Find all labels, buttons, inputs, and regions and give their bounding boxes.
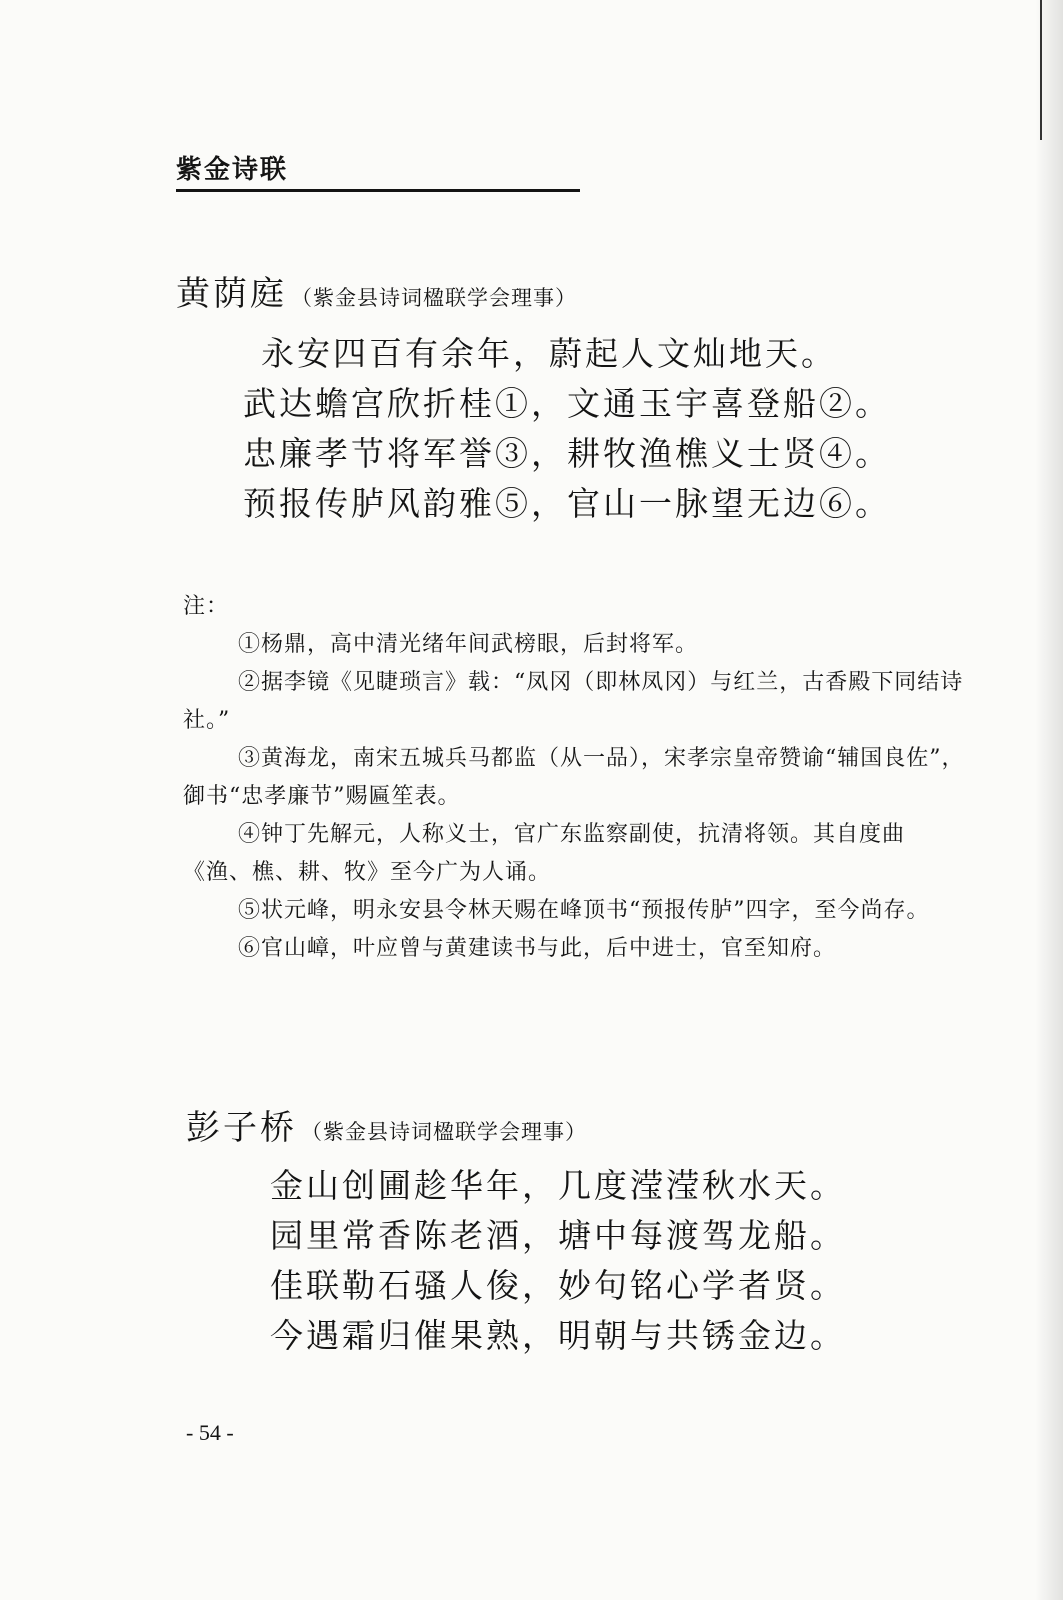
poet-heading-1 [176, 266, 577, 315]
page-edge-shadow [1035, 0, 1063, 1600]
poet-role: （紫金县诗词楹联学会理事） [291, 286, 577, 310]
notes-label: 注： [183, 594, 230, 619]
notes-block [183, 588, 973, 968]
note-item: ⑥官山嶂，叶应曾与黄建读书与此，后中进士，官至知府。 [238, 936, 837, 961]
poem-line: 忠廉孝节将军誉③，耕牧渔樵义士贤④。 [243, 434, 891, 473]
header-rule [176, 189, 580, 192]
running-header [176, 153, 581, 192]
poet-role: （紫金县诗词楹联学会理事） [301, 1120, 587, 1144]
note-item: ④钟丁先解元，人称义士，官广东监察副使，抗清将领。其自度曲《渔、樵、耕、牧》至今广为人诵。 [183, 822, 906, 885]
poem-line: 预报传胪风韵雅⑤，官山一脉望无边⑥。 [243, 484, 891, 523]
poem-1 [243, 329, 891, 529]
poet-heading-2 [186, 1100, 587, 1149]
page-number: - 54 - [186, 1420, 234, 1445]
poem-line: 金山创圃趁华年，几度滢滢秋水天。 [270, 1166, 846, 1205]
poem-line: 永安四百有余年，蔚起人文灿地天。 [261, 334, 837, 373]
poet-name: 彭子桥 [186, 1108, 297, 1148]
page-edge-line [1040, 0, 1042, 140]
poet-name: 黄荫庭 [176, 274, 287, 314]
poem-2 [270, 1161, 846, 1361]
note-item: ②据李镜《见睫琐言》载：“凤冈（即林凤冈）与红兰，古香殿下同结诗社。” [183, 670, 964, 733]
poem-line: 武达蟾宫欣折桂①，文通玉宇喜登船②。 [243, 384, 891, 423]
note-item: ①杨鼎，高中清光绪年间武榜眼，后封将军。 [238, 632, 699, 657]
poem-line: 今遇霜归催果熟，明朝与共锈金边。 [270, 1316, 846, 1355]
note-item: ⑤状元峰，明永安县令林天赐在峰顶书“预报传胪”四字，至今尚存。 [238, 898, 930, 923]
note-item: ③黄海龙，南宋五城兵马都监（从一品），宋孝宗皇帝赞谕“辅国良佐”，御书“忠孝廉节”赐匾笙表。 [183, 746, 965, 809]
poem-line: 园里常香陈老酒，塘中每渡驾龙船。 [270, 1216, 846, 1255]
header-title: 紫金诗联 [176, 155, 289, 185]
poem-line: 佳联勒石骚人俊，妙句铭心学者贤。 [270, 1266, 846, 1305]
